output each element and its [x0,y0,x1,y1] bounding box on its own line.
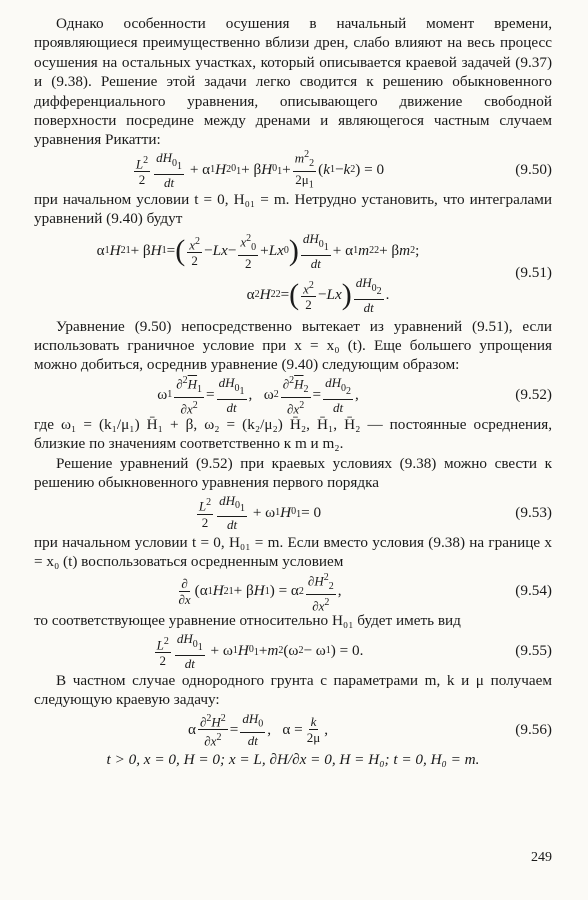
boundary-conditions: t > 0, x = 0, H = 0; x = L, ∂H/∂x = 0, H = H₀; t = 0, H₀ = m. [106,750,480,768]
paragraph-3: Уравнение (9.50) непосредственно вытекает из уравнений (9.51), если использовать граничное условие при x = x₀ (t). Еще большего упрощения можно добиться, осреднив уравнение (9.40) следующим образом: [34,317,552,374]
equation-number: (9.52) [515,385,552,403]
paragraph-7: то соответствующее уравнение относительно H₀₁ будет иметь вид [34,612,461,630]
paragraph-2: при начальном условии t = 0, H₀₁ = m. Нетрудно установить, что интегралами уравнений (9.40) будут [34,190,552,228]
paragraph-1: Однако особенности осушения в начальный момент времени, проявляющиеся преимущественно вблизи дрен, слабо влияют на весь процесс осушения на остальных участках, который описывается краевой задачей (9.37) и (9.38). Решение этой задачи легко сводится к решению обыкновенного дифференциального уравнения, описывающего движение свободной поверхности посредине между дренами и являющегося частным случаем уравнения Рикатти: [34,15,552,149]
equation-number: (9.50) [515,160,552,178]
equation-9-56: α $\frac{\partial^2H^2}{\partial x^2}$ = $\frac{dH_0}{dt}$ , α = $\frac{k}{2\mu}$ , (9.56) [187,711,552,749]
equation-number: (9.53) [515,503,552,521]
paragraph-8: В частном случае однородного грунта с параметрами m, k и μ получаем следующую краевую задачу: [34,671,552,709]
equation-number: (9.51) [515,263,552,281]
equation-number: (9.56) [515,720,552,738]
paragraph-4: где ω₁ = (k₁/μ₁) H̄₁ + β, ω₂ = (k₂/μ₂) H̄₂, H̄₁, H̄₂ — постоянные осреднения, близкие по значениям соответственно к m и m₂. [34,415,552,453]
paragraph-6: при начальном условии t = 0, H₀₁ = m. Если вместо условия (9.38) на границе x = x₀ (t) воспользоваться осредненным условием [34,533,552,570]
equation-9-51: α 1 H 2 1 + β H 1 = ( $\frac{x^2}{2}$ − Lx − $\frac{x^2_0}{2}$ + Lx 0 ) $\frac{dH_{0_1}}{dt}$ + α 1 m 2 2 + β m 2 ; α 2 H 2 2 = ( $\frac{x^2}{2}$ − Lx ) $\frac{dH_{0_2}}{dt}$ . (9.51) [96,230,552,315]
equation-9-52: ω 1 $\frac{\partial^2\overline{H}_1}{\partial x^2}$ = $\frac{dH_{0_1}}{dt}$ , ω 2 $\frac{\partial^2\overline{H}_2}{\partial x^2}$ = $\frac{dH_{0_2}}{dt}$ , (9.52) [157,375,552,417]
page-number: 249 [531,850,552,865]
equation-number: (9.54) [515,582,552,600]
equation-9-55: $\frac{L^2}{2}$ $\frac{dH_{0_1}}{dt}$ + ω 1 H $0_1$ + m 2 (ω 2 − ω 1 ) = 0. (9.55) [156,630,552,671]
equation-9-53: $\frac{L^2}{2}$ $\frac{dH_{0_1}}{dt}$ + ω 1 H $0_1$ = 0 (9.53) [198,492,552,533]
paragraph-5: Решение уравнений (9.52) при краевых условиях (9.38) можно свести к решению обыкновенного уравнения первого порядка [34,454,552,492]
equation-9-54: $\frac{\partial}{\partial x}$ (α 1 H 2 1 + β H 1 ) = α 2 $\frac{\partial H^2_2}{\partial x^2}$ , (9.54) [178,571,552,613]
equation-number: (9.55) [515,641,552,659]
equation-9-50: $\frac{L^2}{2}$ $\frac{dH_{0_1}}{dt}$ + α 1 H 2 $0_1$ + β H $0_1$ + $\frac{m^2_2}{2\mu_1}$ ( k 1 − k 2 ) = 0 (9.50) [135,149,552,191]
